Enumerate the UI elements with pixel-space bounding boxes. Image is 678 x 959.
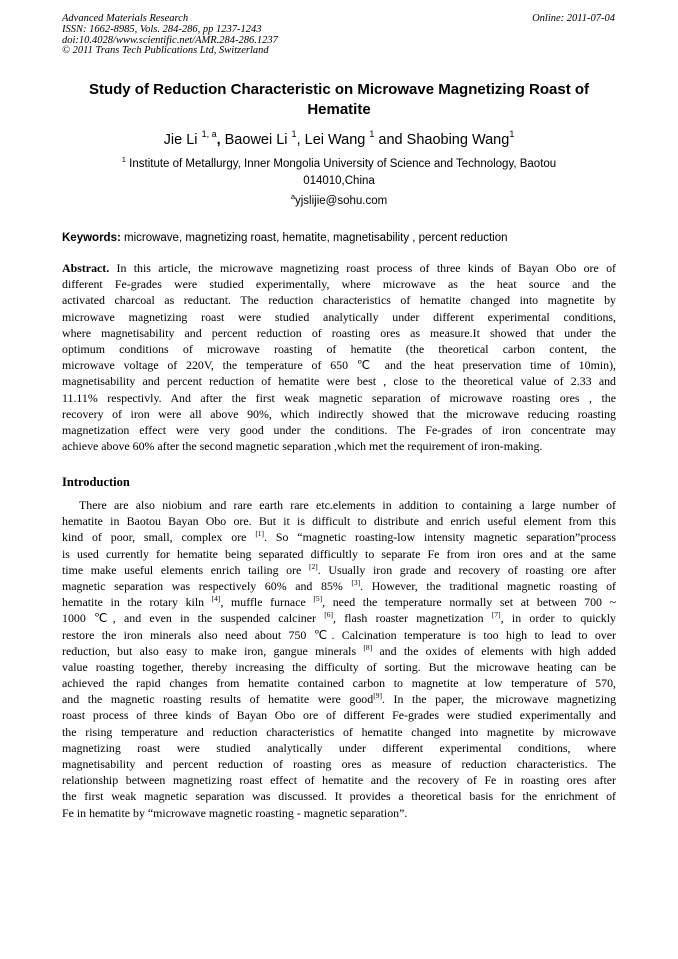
introduction-line xyxy=(62,562,616,578)
abstract-line: recovery of iron were all above 90%, which indirectly showed that the microwave reducing roasting xyxy=(62,406,616,421)
abstract-line: achieve above 60% after the second magnetic separation ,which met the requirement of iron-making. xyxy=(62,439,543,454)
introduction-heading: Introduction xyxy=(62,475,130,489)
journal-doi: doi:10.4028/www.scientific.net/AMR.284-286.1237 xyxy=(62,34,278,46)
introduction-text: relationship between magnetizing roast effect of hematite and the recovery of Fe in roasting ores after xyxy=(62,773,616,788)
introduction-body xyxy=(62,497,616,821)
introduction-text: , in order to quickly xyxy=(500,611,616,626)
author-affiliation-mark: 1 xyxy=(369,129,375,139)
introduction-text: 1000 ℃, and even in the suspended calciner xyxy=(62,611,325,626)
affiliation-line-1: Institute of Metallurgy, Inner Mongolia University of Science and Technology, Baotou xyxy=(129,158,557,170)
introduction-line xyxy=(62,497,616,513)
introduction-line xyxy=(62,740,616,756)
citation-ref: [6] xyxy=(324,610,333,620)
introduction-line xyxy=(62,513,616,529)
introduction-line xyxy=(62,805,616,821)
introduction-line xyxy=(62,659,616,675)
paper-title xyxy=(62,80,616,120)
author-name: Jie Li xyxy=(163,132,198,148)
introduction-text: achieved the rapid changes from hematite contained carbon to magnetite at low temperature of 570, xyxy=(62,676,616,691)
online-date xyxy=(532,14,615,25)
introduction-text: time make useful elements enrich tailing ore xyxy=(62,562,309,577)
affiliation-line-2: 014010,China xyxy=(303,174,375,187)
introduction-text: , need the temperature normally set at between 700 ~ xyxy=(322,595,617,610)
journal-copyright: © 2011 Trans Tech Publications Ltd, Switzerland xyxy=(62,45,269,57)
author-affiliation-mark: 1 xyxy=(291,129,297,139)
citation-ref: [9] xyxy=(373,691,382,701)
keywords-label: Keywords: xyxy=(62,232,121,244)
email-mark: a xyxy=(290,192,295,201)
online-date-text: Online: 2011-07-04 xyxy=(532,13,615,24)
affiliation xyxy=(90,156,588,189)
introduction-line xyxy=(62,724,616,740)
introduction-line xyxy=(62,610,616,626)
journal-header xyxy=(62,14,278,57)
abstract-line: where magnetisability and percent reduction of roasting ores as measure.It showed that under the xyxy=(62,325,616,340)
citation-ref: [7] xyxy=(491,610,501,620)
keywords xyxy=(62,230,616,246)
introduction-line xyxy=(62,643,616,659)
introduction-line xyxy=(62,529,616,545)
introduction-line xyxy=(62,788,616,804)
introduction-text: is used currently for hematite being separated difficultly to separate Fe from iron ores and at the same xyxy=(62,546,616,561)
abstract-line xyxy=(62,260,616,276)
journal-name: Advanced Materials Research xyxy=(62,13,189,24)
introduction-text: . So “magnetic roasting-low intensity magnetic separation”process xyxy=(264,530,616,545)
author-separator: , xyxy=(296,132,301,148)
abstract-line: 11.11% respectivly. And after the first weak magnetic separation of microwave roasting ores , the xyxy=(62,390,616,405)
abstract-line: different Fe-grades were studied experimentally, where microwave as the heat source and the xyxy=(62,277,616,292)
abstract-line: magnetization effect were very good under the conditions. The Fe-grades of iron concentrate may xyxy=(62,422,616,437)
introduction-text: , flash roaster magnetization xyxy=(332,611,492,626)
keywords-text: microwave, magnetizing roast, hematite, magnetisability , percent reduction xyxy=(124,232,508,244)
introduction-text: and the magnetic roasting results of hematite were good xyxy=(62,692,374,707)
introduction-text: value roasting together, thereby increasing the difficulty of sorting. But the microwave heating can be xyxy=(62,659,616,674)
author-email xyxy=(62,193,616,209)
introduction-line xyxy=(62,691,616,707)
abstract-line: activated charcoal as reductant. The reduction characteristics of hematite changed into magnetite by xyxy=(62,293,616,308)
introduction-text: There are also niobium and rare earth rare etc.elements in addition to containing a large number of xyxy=(79,498,616,512)
introduction-text: kind of poor, small, complex ore xyxy=(62,530,256,545)
introduction-line xyxy=(62,707,616,723)
abstract xyxy=(62,260,616,454)
introduction-text: hematite in Baotou Bayan Obo ore. But it is difficult to distribute and enrich useful element from this xyxy=(62,514,616,529)
author-separator: , xyxy=(216,132,221,148)
email-text: yjslijie@sohu.com xyxy=(294,195,388,207)
citation-ref: [4] xyxy=(211,594,221,604)
author-name: Shaobing Wang xyxy=(406,132,510,148)
abstract-line: microwave voltage of 220V, the temperature of 650 ℃ and the heat preservation time of 10min), xyxy=(62,358,616,373)
introduction-text: magnetizing roast were studied analytically under different experimental conditions, where xyxy=(62,740,616,755)
journal-issn: ISSN: 1662-8985, Vols. 284-286, pp 1237-1243 xyxy=(62,23,262,35)
author-affiliation-mark: 1 xyxy=(509,129,515,139)
title-line-2: Hematite xyxy=(307,101,371,118)
abstract-line-text: In this article, the microwave magnetizing roast process of three kinds of Bayan Obo ore of xyxy=(116,261,616,275)
introduction-line xyxy=(62,578,616,594)
author-conjunction: and xyxy=(378,132,403,148)
abstract-line: optimum conditions of microwave roasting of hematite (the theoretical carbon content, the xyxy=(62,341,616,356)
introduction-text: , muffle furnace xyxy=(220,595,314,610)
introduction-text: hematite in the rotary kiln xyxy=(62,595,212,610)
citation-ref: [8] xyxy=(363,642,373,652)
abstract-line: magnetisability and percent reduction of hematite were best , close to the theoretical value of 2.33 and xyxy=(62,374,616,389)
introduction-text: restore the iron minerals also need about 750 ℃. Calcination temperature is too high to lead to over xyxy=(62,627,616,642)
author-name: Baowei Li xyxy=(224,132,288,148)
abstract-line: microwave magnetizing roast were studied analytically under different experimental conditions, xyxy=(62,309,616,324)
introduction-text: . However, the traditional magnetic roasting of xyxy=(360,578,616,593)
citation-ref: [5] xyxy=(313,594,323,604)
introduction-text: magnetic separation was respectively 60% and 85% xyxy=(62,578,352,593)
citation-ref: [3] xyxy=(351,577,361,587)
introduction-text: the rising temperature and reduction characteristics of hematite changed into magnetite by microwave xyxy=(62,724,616,739)
introduction-line xyxy=(62,772,616,788)
introduction-text: magnetisability and percent reduction of roasting ores as measure of reduction characteristics. The xyxy=(62,757,616,771)
citation-ref: [1] xyxy=(255,529,265,539)
introduction-text: roast process of three kinds of Bayan Obo ore of different Fe-grades were studied experimentally and xyxy=(62,708,616,723)
introduction-line xyxy=(62,594,616,610)
introduction-line xyxy=(62,756,616,772)
introduction-line xyxy=(62,675,616,691)
introduction-text: and the oxides of elements with high added xyxy=(372,643,616,658)
affiliation-mark: 1 xyxy=(121,155,126,164)
introduction-line xyxy=(62,627,616,643)
author-name: Lei Wang xyxy=(304,132,366,148)
introduction-text: reduction, but also easy to make iron, gangue minerals xyxy=(62,643,364,658)
citation-ref: [2] xyxy=(308,561,318,571)
title-line-1: Study of Reduction Characteristic on Microwave Magnetizing Roast of xyxy=(88,81,590,98)
abstract-label: Abstract. xyxy=(62,261,110,275)
introduction-text: . Usually iron grade and recovery of roasting ore after xyxy=(317,562,616,577)
introduction-text: . In the paper, the microwave magnetizing xyxy=(381,692,617,707)
introduction-text: Fe in hematite by “microwave magnetic roasting - magnetic separation”. xyxy=(62,805,408,820)
author-affiliation-mark: 1, a xyxy=(201,129,217,139)
author-list xyxy=(62,130,616,150)
introduction-text: the first weak magnetic separation was discussed. It provides a theoretical basis for the enrichment of xyxy=(62,789,616,804)
introduction-line xyxy=(62,546,616,562)
